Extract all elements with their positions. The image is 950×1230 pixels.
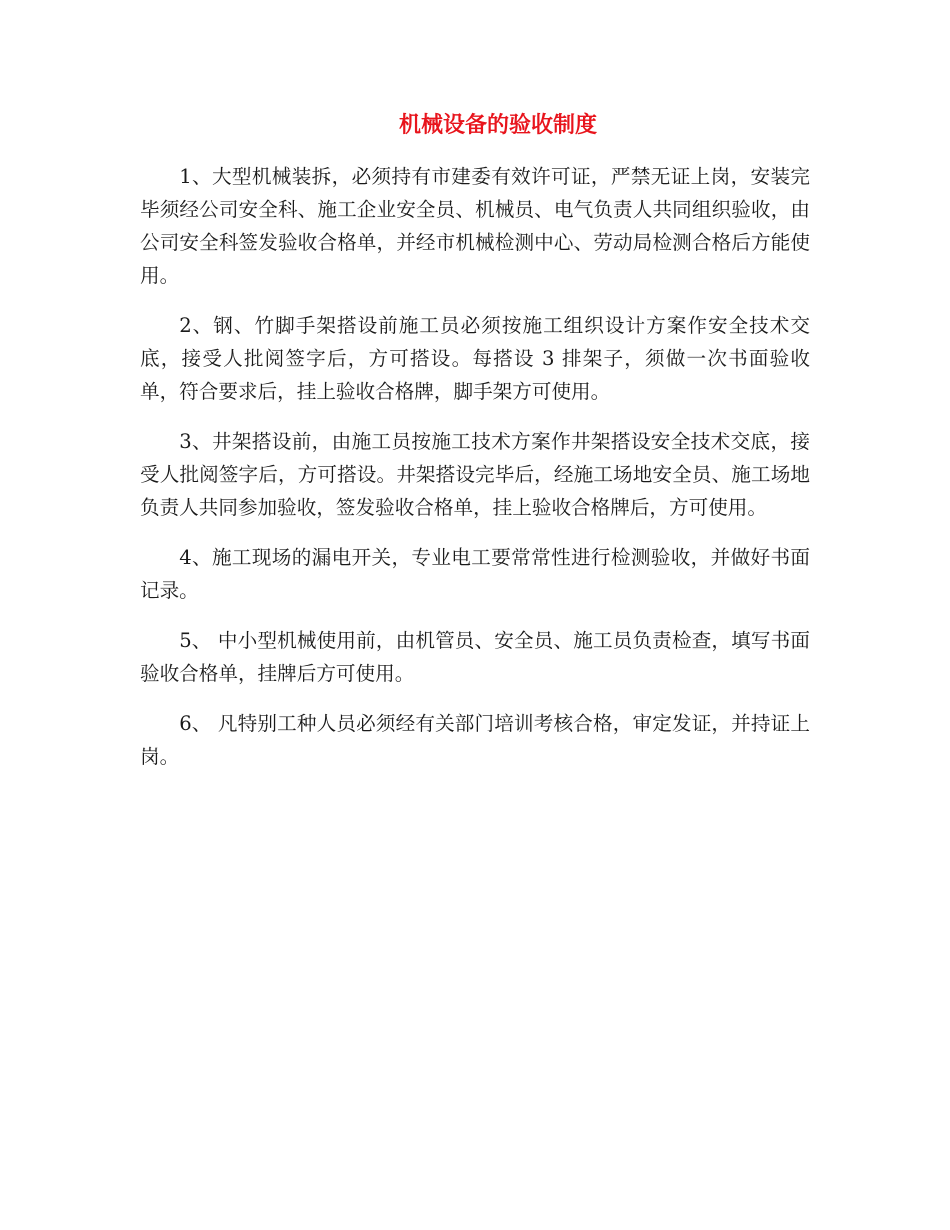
paragraph-4: 4、施工现场的漏电开关，专业电工要常常性进行检测验收，并做好书面记录。 xyxy=(140,546,810,602)
document-body xyxy=(140,160,810,790)
paragraph-3: 3、井架搭设前，由施工员按施工技术方案作井架搭设安全技术交底，接受人批阅签字后，方可搭设。井架搭设完毕后，经施工场地安全员、施工场地负责人共同参加验收，签发验收合格单，挂上验收合格牌后，方可使用。 xyxy=(140,430,810,519)
paragraph-2: 2、钢、竹脚手架搭设前施工员必须按施工组织设计方案作安全技术交底，接受人批阅签字后，方可搭设。每搭设 3 排架子，须做一次书面验收单，符合要求后，挂上验收合格牌，脚手架方可使用。 xyxy=(140,314,810,403)
document-title: 机械设备的验收制度 xyxy=(398,113,597,138)
paragraph-6: 6、 凡特别工种人员必须经有关部门培训考核合格，审定发证，并持证上岗。 xyxy=(140,712,810,768)
paragraph-1: 1、大型机械装拆，必须持有市建委有效许可证，严禁无证上岗，安装完毕须经公司安全科、施工企业安全员、机械员、电气负责人共同组织验收，由公司安全科签发验收合格单，并经市机械检测中心、劳动局检测合格后方能使用。 xyxy=(140,165,810,287)
paragraph-5: 5、 中小型机械使用前，由机管员、安全员、施工员负责检查，填写书面验收合格单，挂牌后方可使用。 xyxy=(140,629,810,685)
